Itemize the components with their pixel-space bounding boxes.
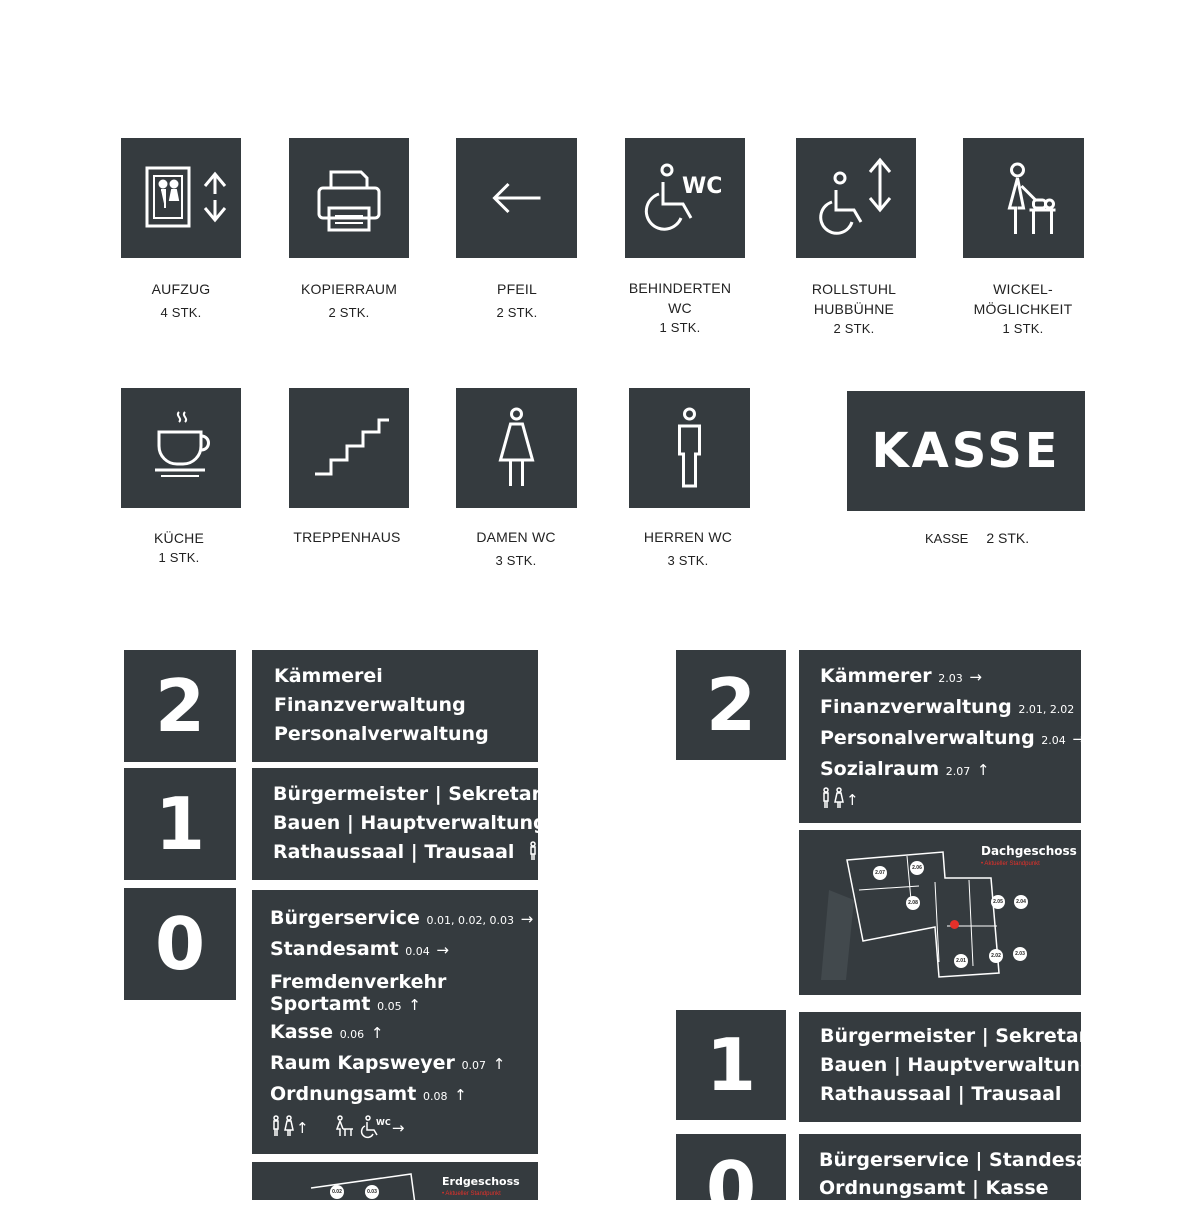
restroom-icon: [270, 1115, 296, 1137]
wheelchair-lift-sign: [796, 138, 916, 258]
restroom-icon: [527, 841, 553, 861]
icon-caption: DAMEN WC 3 STK.: [476, 529, 556, 568]
room-marker: 2.08: [906, 896, 920, 910]
changing-table-icon: [333, 1115, 355, 1137]
wheelchair-lift-icon: [796, 138, 916, 258]
room-marker: 2.04: [1014, 895, 1028, 909]
floor-number-2: 2: [676, 650, 786, 760]
wheelchair-wc-icon: [362, 1115, 392, 1137]
floor-2-directory: Kämmerei Finanzverwaltung Personalverwaltung: [252, 650, 538, 762]
floor-number-1: 1: [124, 768, 236, 880]
room-marker: 0.03: [365, 1185, 379, 1199]
floor-number-1: 1: [676, 1010, 786, 1120]
floor-1-directory: Bürgermeister | Sekretariat Bauen | Hauptverwaltung Rathaussaal | Trausaal: [252, 768, 538, 880]
floor-0-directory: Bürgerservice 0.01, 0.02, 0.03 → Standesamt 0.04 → Fremdenverkehr Sportamt 0.05 ↑ Kasse 0.06 ↑ Raum Kapsweyer 0.07 ↑ Ordnungsamt 0.08 ↑ ↑ WC →: [252, 890, 538, 1154]
ground-floor-plan: Erdgeschoss • Aktueller Standpunkt 0.02 0.03: [252, 1162, 538, 1200]
icon-caption: KÜCHE 1 STK.: [153, 530, 204, 565]
gents-wc-sign: [629, 388, 750, 508]
room-marker: 2.03: [1013, 947, 1027, 961]
floor-1-directory: Bürgermeister | Sekretariat Bauen | Hauptverwaltung Rathaussaal | Trausaal: [799, 1012, 1081, 1122]
icon-caption: TREPPENHAUS: [293, 529, 401, 545]
svg-text:WC: WC: [682, 174, 723, 199]
room-marker: 2.06: [910, 861, 924, 875]
kasse-sign: KASSE: [847, 391, 1085, 511]
elevator-sign: [121, 138, 241, 258]
male-icon: [629, 388, 750, 508]
room-marker: 0.02: [330, 1185, 344, 1199]
icon-caption: AUFZUG 4 STK.: [151, 281, 211, 320]
room-marker: 2.05: [991, 895, 1005, 909]
printer-icon: [289, 138, 409, 258]
svg-text:WC: WC: [375, 1118, 391, 1127]
restroom-icon: [820, 787, 846, 809]
icon-caption: KOPIERRAUM 2 STK.: [300, 281, 398, 320]
elevator-icon: [121, 138, 241, 258]
room-marker: 2.02: [989, 949, 1003, 963]
kitchen-sign: [121, 388, 241, 508]
icon-caption: WICKEL- MÖGLICHKEIT 1 STK.: [973, 281, 1073, 336]
room-marker: 2.07: [873, 866, 887, 880]
icon-caption: BEHINDERTEN WC 1 STK.: [628, 280, 732, 335]
attic-floor-plan: Dachgeschoss • Aktueller Standpunkt 2.07 2.06 2.08 2.05 2.04 2.01 2.02 2.03: [799, 830, 1081, 995]
copier-sign: [289, 138, 409, 258]
female-icon: [456, 388, 577, 508]
icon-caption: PFEIL 2 STK.: [496, 281, 538, 320]
arrow-left-icon: [456, 138, 577, 258]
ladies-wc-sign: [456, 388, 577, 508]
floor-2-directory: Kämmerer 2.03 → Finanzverwaltung 2.01, 2.02 → Personalverwaltung 2.04 → Sozialraum 2.07 ↑ ↑: [799, 650, 1081, 823]
changing-table-sign: [963, 138, 1084, 258]
floor-number-0: 0: [124, 888, 236, 1000]
floor-0-directory: Bürgerservice | Standesamt Ordnungsamt | Kasse: [799, 1134, 1081, 1200]
wheelchair-wc-icon: [625, 138, 745, 258]
icon-caption: ROLLSTUHL HUBBÜHNE 2 STK.: [811, 281, 897, 336]
room-marker: 2.01: [954, 954, 968, 968]
icon-caption: HERREN WC 3 STK.: [643, 529, 733, 568]
stairs-icon: [289, 388, 409, 508]
current-location-marker: [950, 920, 959, 929]
arrow-sign: [456, 138, 577, 258]
floor-number-0: 0: [676, 1134, 786, 1200]
baby-changing-icon: [963, 138, 1084, 258]
stairwell-sign: [289, 388, 409, 508]
coffee-cup-icon: [121, 388, 241, 508]
accessible-wc-sign: [625, 138, 745, 258]
floor-number-2: 2: [124, 650, 236, 762]
kasse-caption: KASSE 2 STK.: [925, 530, 1030, 546]
